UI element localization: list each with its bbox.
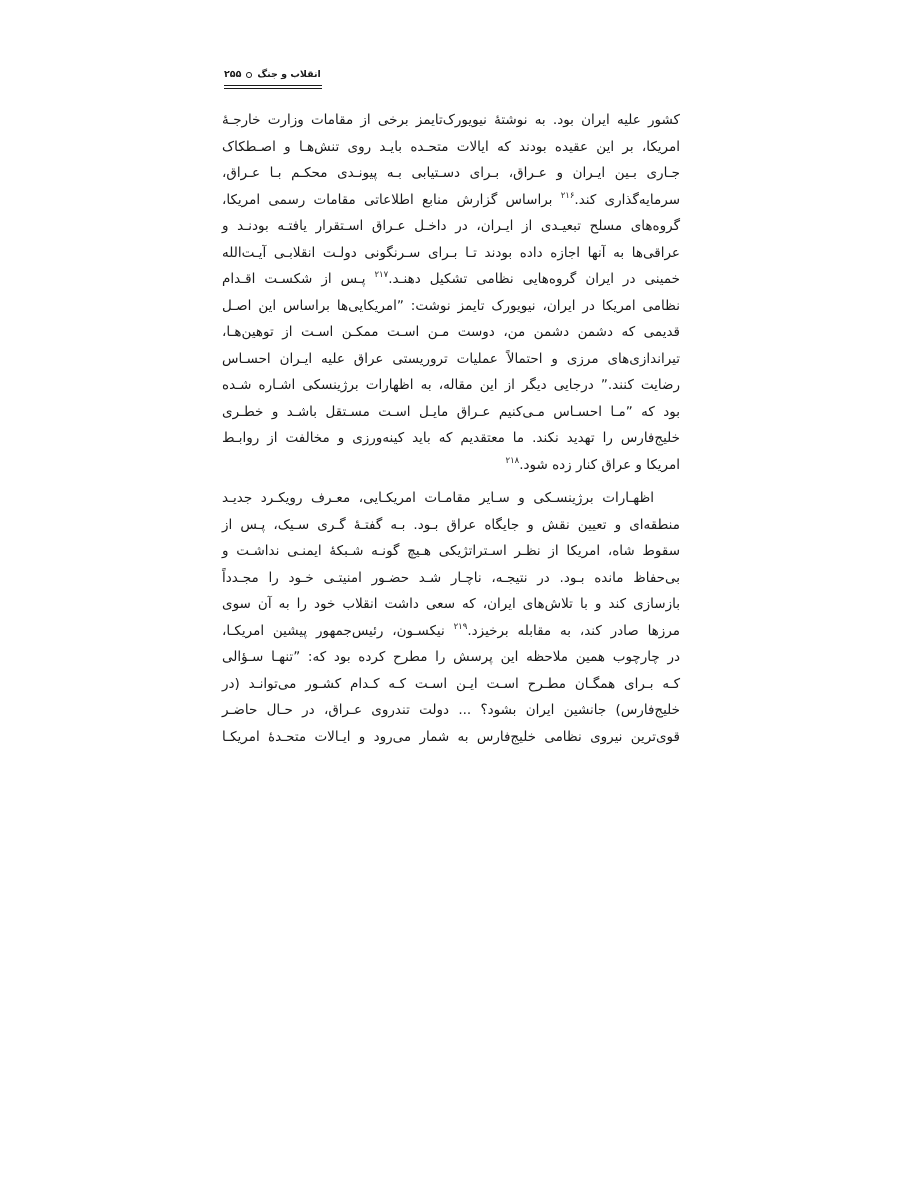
line-text: کشور علیه ایران بود. به نوشتۀ نیویورک‌تایمز برخی از مقامات وزارت خارجـۀ [222, 112, 680, 128]
line-text: نظامی امریکا در ایران، نیویورک تایمز نوشت: ˮامریکایی‌ها براساس این اصـل [222, 297, 680, 314]
body-text [222, 107, 680, 750]
text-line [222, 425, 680, 452]
line-text: جـاری بـین ایـران و عـراق، بـرای دسـتیابی بـه پیونـدی محکـم بـا عـراق، [222, 165, 680, 181]
footnote-ref[interactable]: ۲۱۸ [505, 455, 520, 466]
text-line [222, 485, 680, 512]
text-line [222, 187, 680, 214]
page-number: ۲۵۵ [224, 69, 242, 80]
text-line [222, 697, 680, 724]
text-line [222, 293, 680, 320]
text-line [222, 372, 680, 399]
line-text: خمینی در ایران گروه‌هایی نظامی تشکیل دهنـد. [388, 271, 680, 287]
line-text: مرزها صادر کند، به مقابله برخیزد. [467, 622, 680, 639]
text-line [222, 618, 680, 645]
line-text: تیراندازی‌های مرزی و احتمالاً عملیات تروریستی عراق علیه ایـران احسـاس [222, 350, 680, 367]
text-line [222, 724, 680, 751]
text-line [222, 399, 680, 426]
text-line [222, 160, 680, 187]
line-text: پـس از شکسـت اقـدام [222, 271, 375, 287]
paragraph [222, 107, 680, 478]
line-text: اظهـارات برژینسـکی و سـایر مقامـات امریکـایی، معـرف رویکـرد جدیـد [222, 490, 654, 506]
line-text: براساس گزارش منابع اطلاعاتی مقامات رسمی امریکا، [222, 191, 561, 208]
line-text: خلیج‌فارس) جانشین ایران بشود؟ ... دولت تندروی عـراق، در حـال حاضـر [222, 702, 680, 718]
text-line [222, 452, 680, 479]
line-text: در چارچوب همین ملاحظه این پرسش را مطرح کرده بود که: ˮتنهـا سـؤالی [222, 649, 680, 665]
line-text: قدیمی که دشمن دشمن من، دوست مـن اسـت ممکـن اسـت از توهین‌هـا، [222, 324, 680, 340]
circle-icon [246, 72, 252, 78]
line-text: امریکا، بر این عقیده بودند که ایالات متحـده بایـد روی تنش‌هـا و اصـطکاک [222, 138, 680, 155]
running-title: انقلاب و جنگ [257, 69, 321, 80]
line-text: امریکا و عراق کنار زده شود. [519, 456, 680, 473]
line-text: سقوط شاه، امریکا از نظـر اسـتراتژیکی هـیچ گونـه شـبکۀ ایمنـی نداشـت و [222, 543, 680, 559]
text-line [222, 240, 680, 267]
header-rule [224, 85, 322, 89]
line-text: سرمایه‌گذاری کند. [574, 191, 681, 208]
text-line [222, 565, 680, 592]
line-text: رضایت کنند.ˮ درجایی دیگر از این مقاله، به اظهارات برژینسکی اشـاره شـده [222, 377, 680, 393]
line-text: گروه‌های مسلح تبعیـدی از ایـران، در داخـل عـراق اسـتقرار یافتـه بودنـد و [222, 218, 680, 234]
footnote-ref[interactable]: ۲۱۶ [560, 190, 575, 201]
paragraph [222, 485, 680, 750]
footnote-ref[interactable]: ۲۱۹ [453, 621, 468, 632]
footnote-ref[interactable]: ۲۱۷ [374, 270, 389, 280]
text-line [222, 213, 680, 240]
line-text: نیکسـون، رئیس‌جمهور پیشین امریکـا، [222, 622, 454, 639]
line-text: کـه بـرای همگـان مطـرح اسـت ایـن اسـت کـه کـدام کشـور می‌توانـد (در [222, 675, 680, 692]
text-line [222, 671, 680, 698]
text-line [222, 107, 680, 134]
header-row [224, 68, 322, 82]
text-line [222, 512, 680, 539]
text-line [222, 644, 680, 671]
page-header [224, 68, 322, 89]
line-text: بود که ˮمـا احسـاس مـی‌کنیم عـراق مایـل اسـت مسـتقل باشـد و خطـری [222, 403, 680, 420]
text-line [222, 134, 680, 161]
line-text: بی‌حفاظ مانده بـود. در نتیجـه، ناچـار شـد حضـور امنیتـی خـود را مجـدداً [222, 569, 680, 586]
text-line [222, 319, 680, 346]
text-line [222, 538, 680, 565]
text-line [222, 591, 680, 618]
text-line [222, 346, 680, 373]
text-line [222, 266, 680, 293]
line-text: منطقه‌ای و تعیین نقش و جایگاه عراق بـود. بـه گفتـۀ گـری سـیک، پـس از [222, 516, 680, 533]
line-text: عراقی‌ها به آنها اجازه داده بودند تـا بـرای سـرنگونی دولـت انقلابـی آیـت‌الله [222, 244, 680, 261]
line-text: قوی‌ترین نیروی نظامی خلیج‌فارس به شمار می‌رود و ایـالات متحـدۀ امریکـا [222, 728, 680, 745]
line-text: خلیج‌فارس را تهدید نکند. ما معتقدیم که باید کینه‌ورزی و مخالفت از روابـط [222, 430, 680, 446]
line-text: بازسازی کند و با تلاش‌های ایران، که سعی داشت انقلاب خود را به آن سوی [222, 596, 680, 612]
